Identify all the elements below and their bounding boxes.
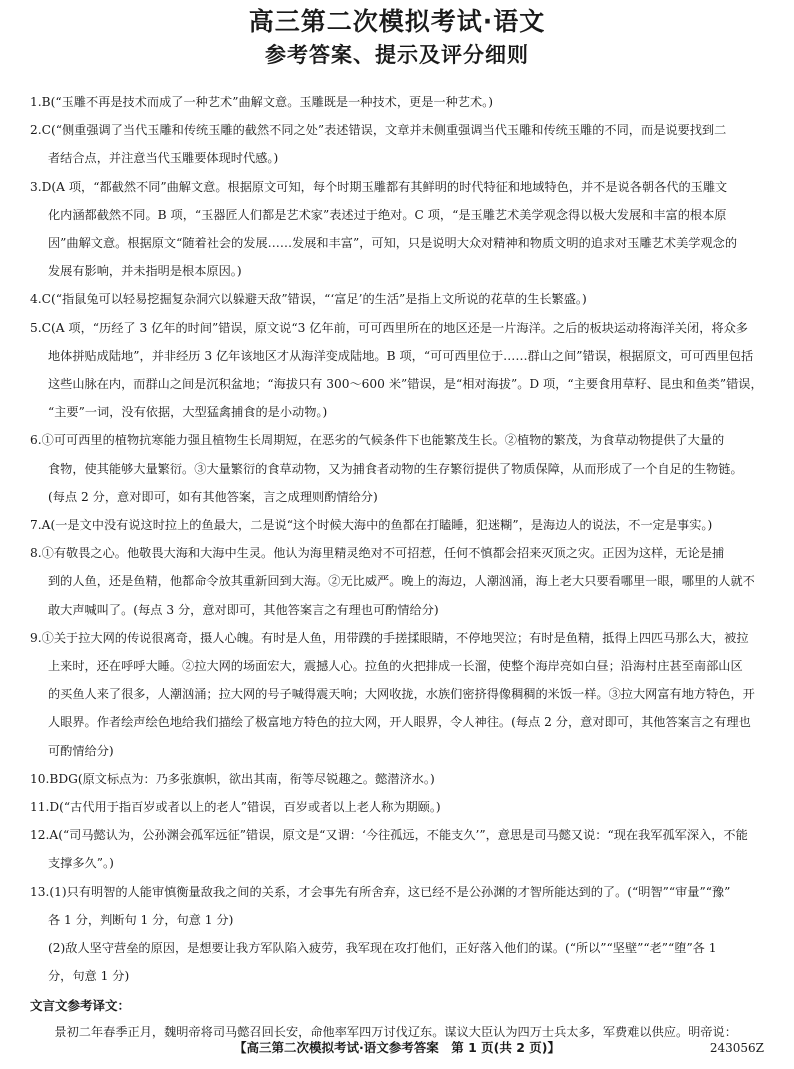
answer-number: 8. bbox=[30, 546, 42, 561]
answer-number: 2. bbox=[30, 123, 42, 138]
answer-line: 可酌情给分) bbox=[48, 743, 114, 758]
answer-line: (每点 2 分，意对即可，如有其他答案，言之成理则酌情给分) bbox=[48, 489, 378, 504]
page-footer bbox=[0, 1039, 794, 1057]
translation-text: 景初二年春季正月，魏明帝将司马懿召回长安，命他率军四万讨伐辽东。谋议大臣认为四万士兵太多，军费难以供应。明帝说： bbox=[54, 1024, 737, 1039]
answer-number: 1. bbox=[30, 95, 42, 109]
answer-line: BDG(原文标点为：乃多张旗帜，欲出其南，衔等尽锐趣之。懿潜济水。) bbox=[49, 771, 435, 786]
answer-number: 6. bbox=[30, 433, 42, 448]
answer-item bbox=[30, 314, 764, 427]
answer-line: (2)敌人坚守营垒的原因，是想要让我方军队陷入疲劳，我军现在攻打他们，正好落入他们的谋。(“所以”“坚壁”“老”“堕”各 1 bbox=[48, 941, 717, 956]
answer-number: 4. bbox=[30, 292, 42, 307]
answer-line: 食物，使其能够大量繁衍。③大量繁衍的食草动物，又为捕食者动物的生存繁衍提供了物质保障，从而形成了一个自足的生物链。 bbox=[48, 461, 743, 476]
answer-item bbox=[30, 426, 764, 511]
answer-line: C(“指鼠兔可以轻易挖掘复杂洞穴以躲避天敌”错误，“‘富足’的生活”是指上文所说的花草的生长繁盛。) bbox=[41, 292, 587, 307]
answer-item bbox=[30, 173, 764, 286]
answer-line: 发展有影响，并未指明是根本原因。) bbox=[48, 264, 242, 279]
answer-line: 各 1 分，判断句 1 分，句意 1 分) bbox=[48, 912, 234, 927]
answer-item bbox=[30, 116, 764, 172]
answer-line: “主要”一词，没有依据，大型猛禽捕食的是小动物。) bbox=[48, 405, 328, 420]
answer-line: 上来时，还在呼呼大睡。②拉大网的场面宏大，震撼人心。拉鱼的火把排成一长溜，使整个海岸亮如白昼；沿海村庄甚至南部山区 bbox=[48, 659, 743, 674]
footer-code: 243056Z bbox=[709, 1041, 764, 1055]
answer-item bbox=[30, 624, 764, 765]
answer-item bbox=[30, 539, 764, 624]
answer-line: 的买鱼人来了很多，人潮汹涌；拉大网的号子喊得震天响；大网收拢，水族们密挤得像稠稠的米饭一样。③拉大网富有地方特色，开 bbox=[48, 687, 755, 702]
answer-line: 者结合点，并注意当代玉雕要体现时代感。) bbox=[48, 151, 279, 166]
answer-number: 5. bbox=[30, 320, 42, 335]
answer-line: ①可可西里的植物抗寒能力强且植物生长周期短，在恶劣的气候条件下也能繁茂生长。②植物的繁茂，为食草动物提供了大量的 bbox=[41, 433, 725, 448]
answer-line: 人眼界。作者绘声绘色地给我们描绘了极富地方特色的拉大网，开人眼界，令人神往。(每点 2 分，意对即可，其他答案言之有理也 bbox=[48, 715, 751, 730]
answer-number: 12. bbox=[30, 828, 50, 843]
answer-number: 9. bbox=[30, 630, 42, 645]
answer-line: 地体拼贴成陆地”，并非经历 3 亿年该地区才从海洋变成陆地。B 项，“可可西里位于……群山之间”错误，根据原文，可可西里包括 bbox=[48, 348, 754, 363]
answer-line: ①有敬畏之心。他敬畏大海和大海中生灵。他认为海里精灵绝对不可招惹，任何不慎都会招来灭顶之灾。正因为这样，无论是捕 bbox=[41, 546, 725, 561]
answer-line: 敢大声喊叫了。(每点 3 分，意对即可，其他答案言之有理也可酌情给分) bbox=[48, 602, 439, 617]
answer-line: 这些山脉在内，而群山之间是沉积盆地；“海拔只有 300～600 米”错误，是“相对海拔”。D 项，“主要食用草籽、昆虫和鱼类”错误， bbox=[48, 377, 763, 392]
answer-line: B(“玉雕不再是技术而成了一种艺术”曲解文意。玉雕既是一种技术，更是一种艺术。) bbox=[41, 95, 494, 109]
answer-number: 3. bbox=[30, 179, 42, 194]
answer-item bbox=[30, 793, 764, 821]
answer-item bbox=[30, 765, 764, 793]
answer-item bbox=[30, 88, 764, 116]
answer-line: A(一是文中没有说这时拉上的鱼最大，二是说“这个时候大海中的鱼都在打瞌睡，犯迷糊”，是海边人的说法，不一定是事实。) bbox=[41, 518, 713, 533]
answer-line: C(“侧重强调了当代玉雕和传统玉雕的截然不同之处”表述错误，文章并未侧重强调当代玉雕和传统玉雕的不同，而是说要找到二 bbox=[41, 123, 727, 138]
answer-item bbox=[30, 934, 764, 990]
answer-number: 13. bbox=[30, 884, 50, 899]
answer-list bbox=[30, 88, 764, 991]
answer-line: ①关于拉大网的传说很离奇，摄人心魄。有时是人鱼，用带蹼的手搓揉眼睛，不停地哭泣；有时是鱼精，抵得上四匹马那么大，被拉 bbox=[41, 630, 749, 645]
answer-line: 化内涵都截然不同。B 项，“玉器匠人们都是艺术家”表述过于绝对。C 项，“是玉雕艺术美学观念得以极大发展和丰富的根本原 bbox=[48, 207, 727, 222]
translation-label: 文言文参考译文： bbox=[30, 997, 131, 1013]
answer-item bbox=[30, 511, 764, 539]
page-subtitle: 参考答案、提示及评分细则 bbox=[265, 43, 529, 67]
answer-line: 到的人鱼，还是鱼精，他都命令放其重新回到大海。②无比威严。晚上的海边，人潮汹涌，海上老大只要看哪里一眼，哪里的人就不 bbox=[48, 574, 755, 589]
answer-item bbox=[30, 878, 764, 934]
footer-page-info: 【高三第二次模拟考试·语文参考答案 第 1 页(共 2 页)】 bbox=[234, 1040, 560, 1055]
answer-line: (1)只有明智的人能审慎衡量敌我之间的关系，才会事先有所舍弃，这已经不是公孙渊的才智所能达到的了。(“明智”“审量”“豫” bbox=[49, 884, 731, 899]
answer-item bbox=[30, 821, 764, 877]
answer-line: A(“司马懿认为，公孙渊会孤军远征”错误，原文是“又谓：‘今往孤远，不能支久’”，意思是司马懿又说：“现在我军孤军深入，不能 bbox=[49, 828, 748, 843]
page-title: 高三第二次模拟考试·语文 bbox=[248, 7, 546, 36]
answer-number: 10. bbox=[30, 771, 50, 786]
answer-number: 7. bbox=[30, 518, 42, 533]
answer-number: 11. bbox=[30, 800, 50, 815]
answer-line: 因”曲解文意。根据原文“随着社会的发展……发展和丰富”，可知，只是说明大众对精神和物质文明的追求对玉雕艺术美学观念的 bbox=[48, 236, 738, 251]
answer-line: 支撑多久”。) bbox=[48, 856, 114, 871]
answer-item bbox=[30, 285, 764, 313]
answer-line: 分，句意 1 分) bbox=[48, 969, 130, 984]
answer-line: D(A 项，“都截然不同”曲解文意。根据原文可知，每个时期玉雕都有其鲜明的时代特征和地域特色，并不是说各朝各代的玉雕文 bbox=[41, 179, 728, 194]
answer-line: C(A 项，“历经了 3 亿年的时间”错误，原文说“3 亿年前，可可西里所在的地区还是一片海洋。之后的板块运动将海洋关闭，将众多 bbox=[41, 320, 748, 335]
answer-line: D(“古代用于指百岁或者以上的老人”错误，百岁或者以上老人称为期颐。) bbox=[49, 800, 441, 815]
